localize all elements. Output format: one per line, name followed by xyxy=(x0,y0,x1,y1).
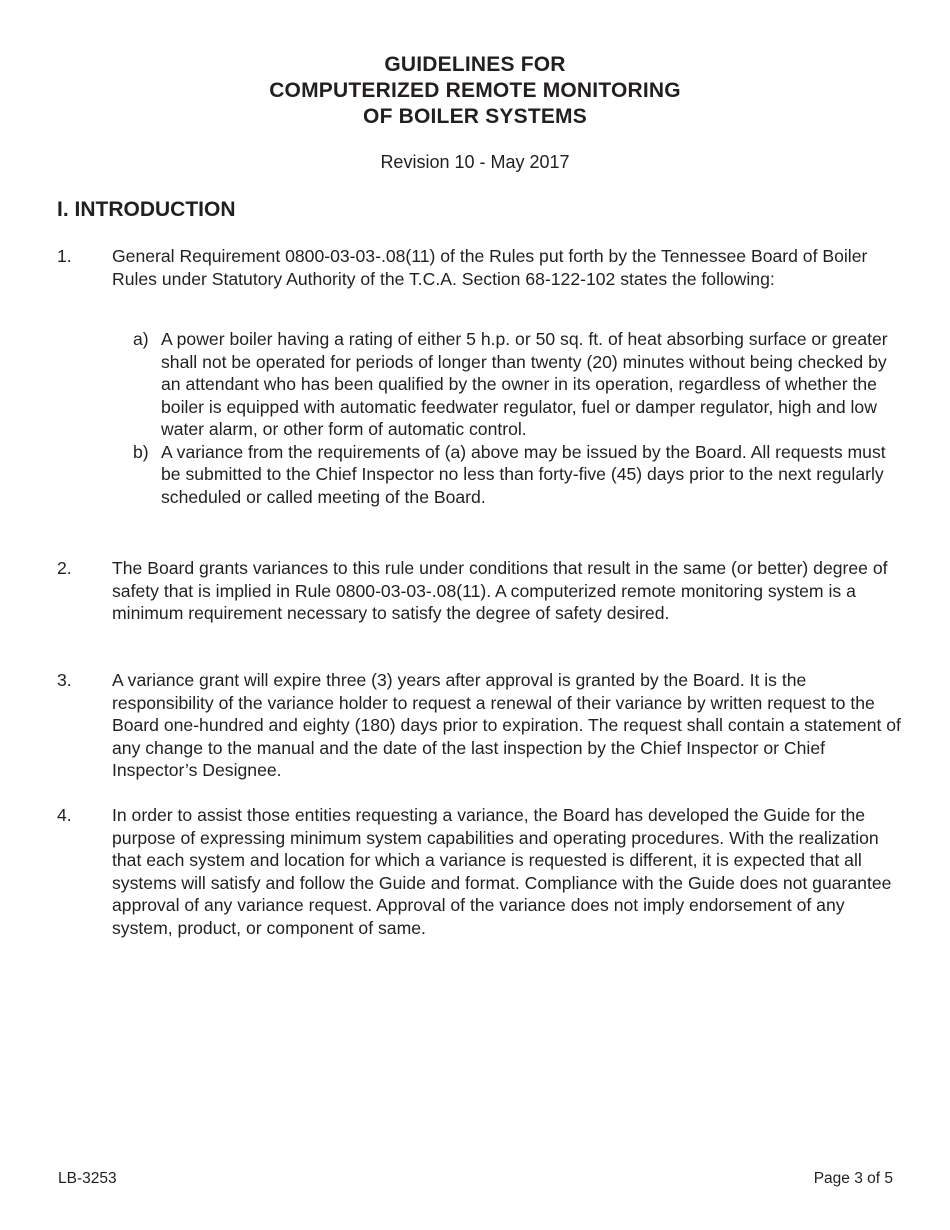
item-text: A variance grant will expire three (3) years after approval is granted by the Board. It is the responsibility of the variance holder to request a renewal of their variance by written request to the Board one-hundred and eighty (180) days prior to expiration. The request shall contain a statement of any change to the manual and the date of the last inspection by the Chief Inspector or Chief Inspector’s Designee. xyxy=(112,670,901,780)
revision-date: Revision 10 - May 2017 xyxy=(380,152,570,172)
sub-item-label: a) xyxy=(133,329,149,349)
item-number: 1. xyxy=(57,246,72,266)
section-heading: I. INTRODUCTION xyxy=(57,198,236,221)
sub-item-text: A variance from the requirements of (a) above may be issued by the Board. All requests must be submitted to the Chief Inspector no less than forty-five (45) days prior to the next regularly scheduled or called meeting of the Board. xyxy=(161,441,886,507)
sub-item xyxy=(133,328,893,441)
title-line: GUIDELINES FOR xyxy=(384,53,566,76)
title-line: OF BOILER SYSTEMS xyxy=(363,105,587,128)
item-number: 2. xyxy=(57,558,72,578)
item-number: 4. xyxy=(57,805,72,825)
sub-item-label: b) xyxy=(133,441,149,462)
footer-doc-code: LB-3253 xyxy=(58,1170,117,1187)
item-number: 3. xyxy=(57,670,72,690)
sub-item xyxy=(133,441,893,509)
item-text: The Board grants variances to this rule under conditions that result in the same (or better) degree of safety that is implied in Rule 0800-03-03-.08(11). A computerized remote monitoring system is a minimum requirement necessary to satisfy the degree of safety desired. xyxy=(112,558,888,623)
sub-item-text: A power boiler having a rating of either 5 h.p. or 50 sq. ft. of heat absorbing surface or greater shall not be operated for periods of longer than twenty (20) minutes without being checked by an attendant who has been qualified by the owner in its operation, regardless of whether the boiler is equipped with automatic feedwater regulator, fuel or damper regulator, high and low water alarm, or other form of automatic control. xyxy=(161,329,888,439)
document-title xyxy=(0,52,950,130)
title-line: COMPUTERIZED REMOTE MONITORING xyxy=(269,79,681,102)
item-text: General Requirement 0800-03-03-.08(11) of the Rules put forth by the Tennessee Board of Boiler Rules under Statutory Authority of the T.C.A. Section 68-122-102 states the following: xyxy=(112,246,868,289)
sub-list xyxy=(133,328,893,508)
item-text: In order to assist those entities requesting a variance, the Board has developed the Guide for the purpose of expressing minimum system capabilities and operating procedures. With the realization that each system and location for which a variance is requested is different, it is expected that all systems will satisfy and follow the Guide and format. Compliance with the Guide does not guarantee approval of any variance request. Approval of the variance does not imply endorsement of any system, product, or component of same. xyxy=(112,805,892,938)
footer-page-number: Page 3 of 5 xyxy=(813,1170,893,1187)
